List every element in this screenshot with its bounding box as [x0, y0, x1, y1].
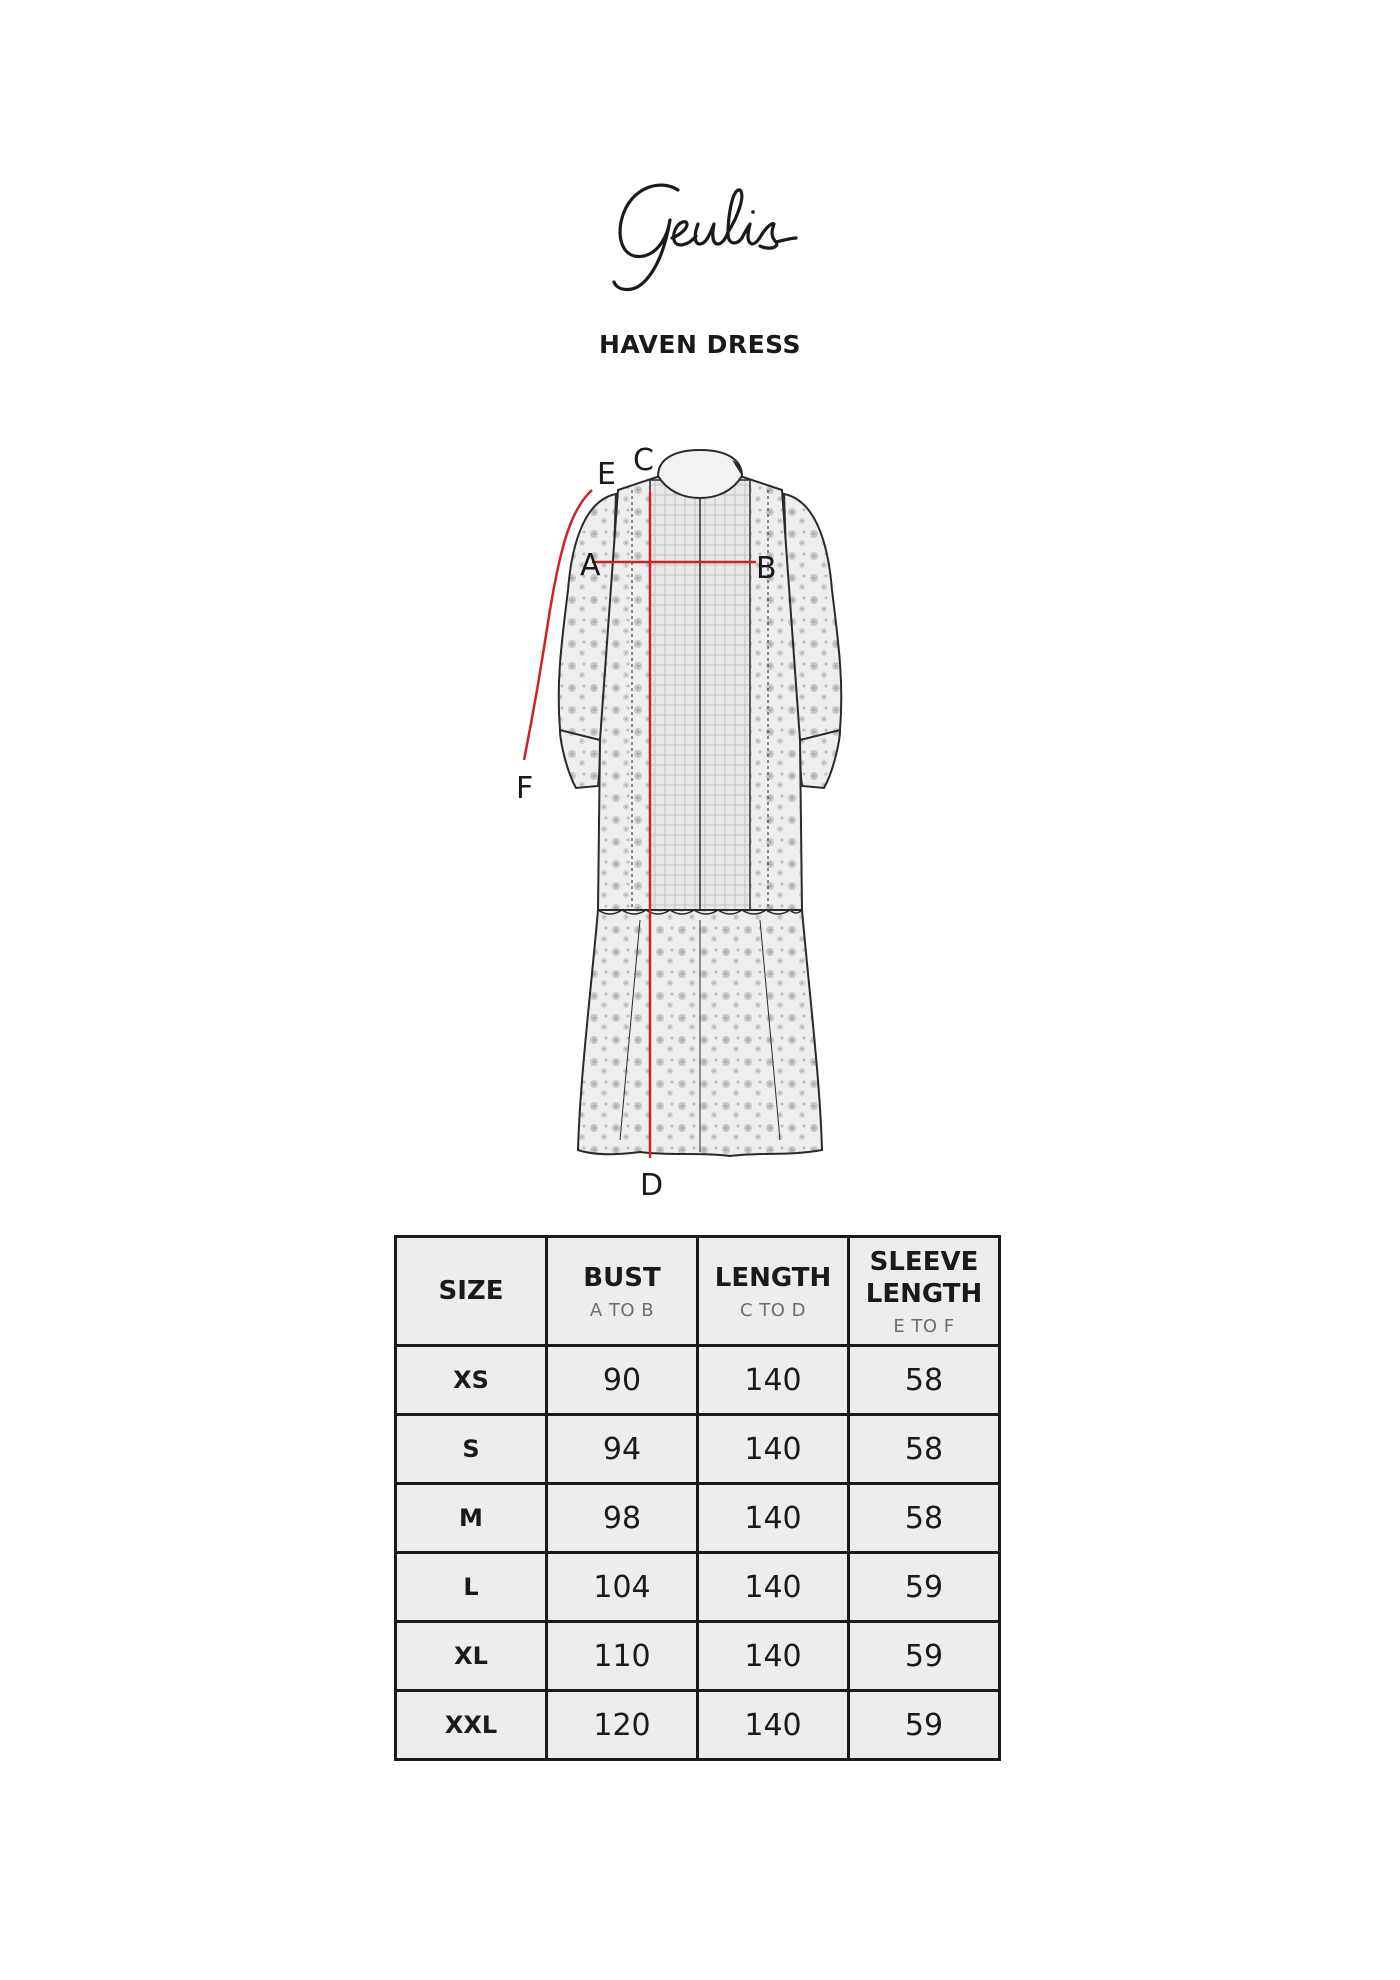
size-cell: XS — [396, 1346, 547, 1415]
length-cell: 140 — [698, 1622, 849, 1691]
sleeve-cell: 58 — [849, 1415, 1000, 1484]
table-row — [396, 1691, 1000, 1760]
bust-cell: 90 — [547, 1346, 698, 1415]
sleeve-cell: 59 — [849, 1622, 1000, 1691]
label-c: C — [633, 443, 654, 478]
table-row — [396, 1484, 1000, 1553]
table-header-row — [396, 1237, 1000, 1346]
table-row — [396, 1415, 1000, 1484]
dress-diagram — [500, 440, 900, 1200]
table-row — [396, 1622, 1000, 1691]
size-cell: XXL — [396, 1691, 547, 1760]
sleeve-cell: 59 — [849, 1553, 1000, 1622]
length-cell: 140 — [698, 1346, 849, 1415]
bust-cell: 104 — [547, 1553, 698, 1622]
size-cell: XL — [396, 1622, 547, 1691]
header-sleeve-length: SLEEVE LENGTH E TO F — [849, 1237, 1000, 1346]
table-row — [396, 1553, 1000, 1622]
left-cuff — [560, 730, 600, 788]
header-bust: BUST A TO B — [547, 1237, 698, 1346]
label-b: B — [756, 551, 777, 586]
bust-cell: 110 — [547, 1622, 698, 1691]
sleeve-cell: 58 — [849, 1484, 1000, 1553]
header-size: SIZE — [396, 1237, 547, 1346]
bust-cell: 98 — [547, 1484, 698, 1553]
sleeve-cell: 59 — [849, 1691, 1000, 1760]
sleeve-cell: 58 — [849, 1346, 1000, 1415]
size-cell: L — [396, 1553, 547, 1622]
collar — [658, 450, 742, 498]
size-cell: S — [396, 1415, 547, 1484]
label-a: A — [580, 548, 601, 583]
length-cell: 140 — [698, 1553, 849, 1622]
brand-logo — [600, 168, 820, 308]
bust-cell: 120 — [547, 1691, 698, 1760]
length-cell: 140 — [698, 1415, 849, 1484]
label-f: F — [516, 771, 534, 806]
length-cell: 140 — [698, 1484, 849, 1553]
table-row — [396, 1346, 1000, 1415]
right-cuff — [800, 730, 840, 788]
label-d: D — [640, 1168, 664, 1200]
product-title: HAVEN DRESS — [598, 330, 802, 359]
length-cell: 140 — [698, 1691, 849, 1760]
brand-logo-mark — [600, 168, 820, 308]
label-e: E — [597, 457, 616, 492]
size-cell: M — [396, 1484, 547, 1553]
header-length: LENGTH C TO D — [698, 1237, 849, 1346]
bust-cell: 94 — [547, 1415, 698, 1484]
size-chart-table — [394, 1235, 1001, 1761]
